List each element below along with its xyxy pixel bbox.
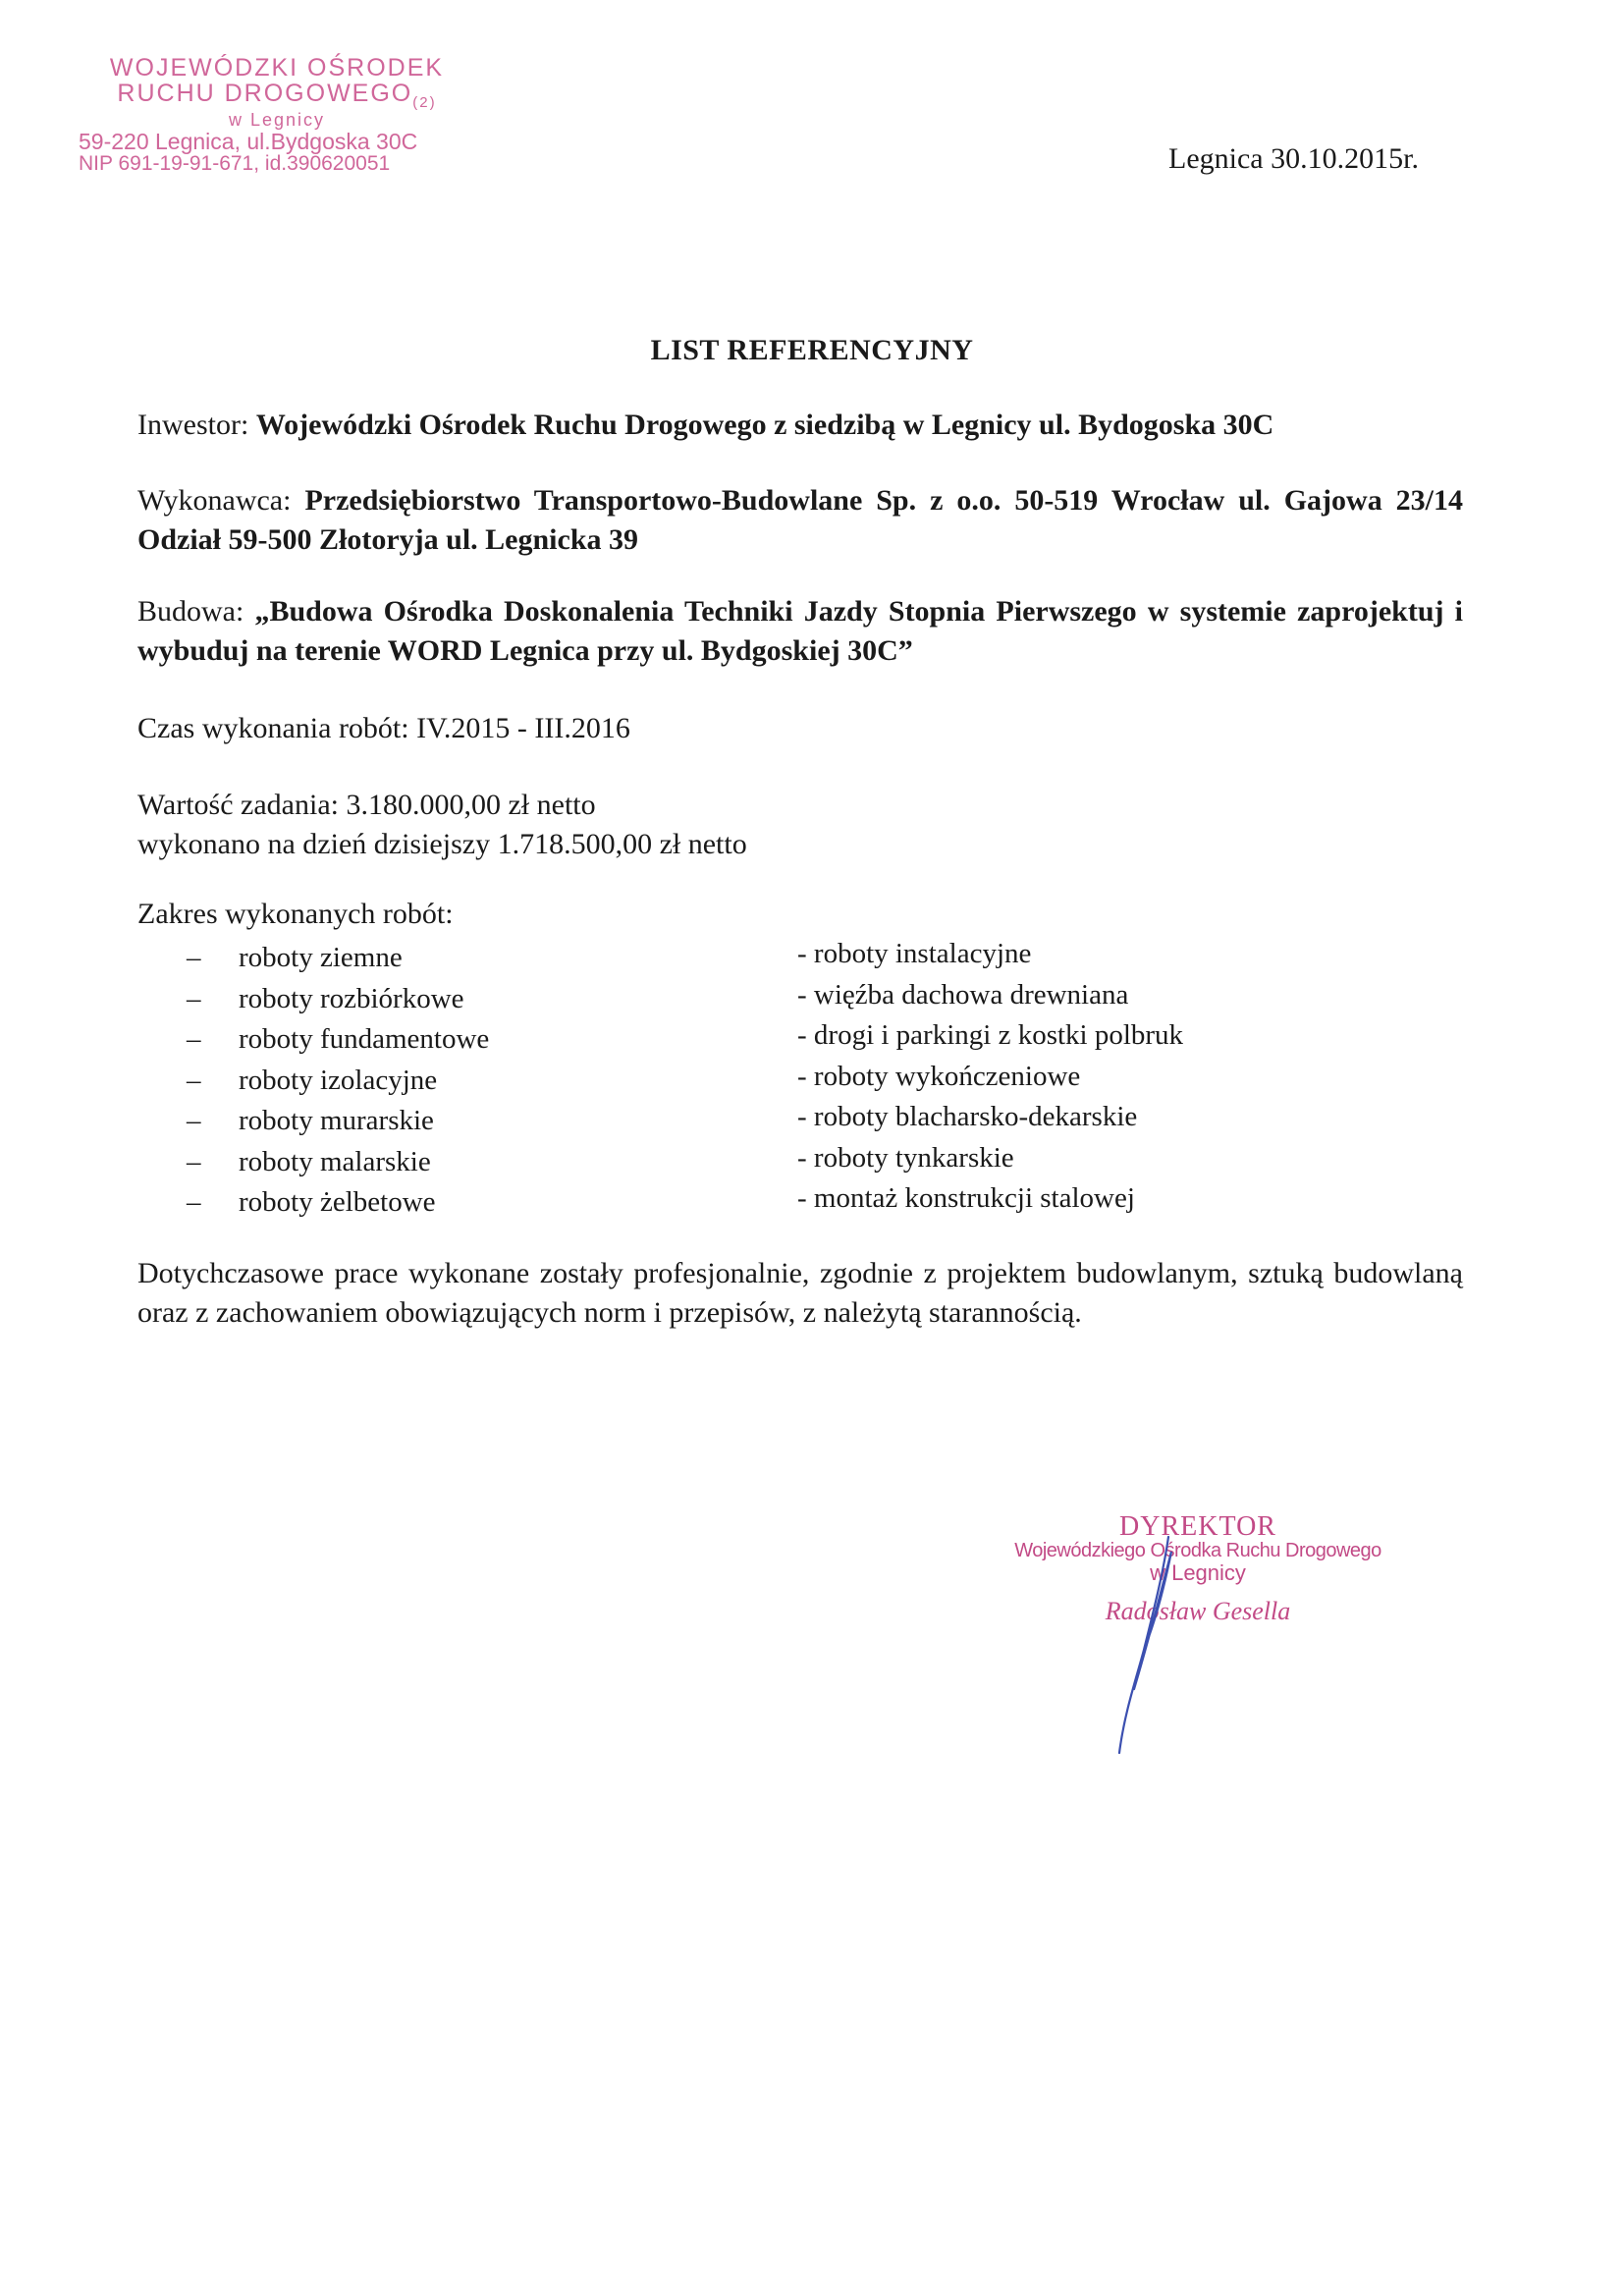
stamp-line-4: 59-220 Legnica, ul.Bydgoska 30C — [79, 128, 418, 154]
investor-value: Wojewódzki Ośrodek Ruchu Drogowego z siedzibą w Legnicy ul. Bydogoska 30C — [255, 409, 1274, 441]
closing-paragraph: Dotychczasowe prace wykonane zostały profesjonalnie, zgodnie z projektem budowlanym, sztuką budowlaną oraz z zachowaniem obowiązujących norm i przepisów, z należytą starannością. — [137, 1257, 1463, 1329]
list-item: – roboty izolacyjne — [187, 1064, 438, 1096]
value-line-1: Wartość zadania: 3.180.000,00 zł netto — [137, 789, 596, 821]
contractor-value: Przedsiębiorstwo Transportowo-Budowlane Sp. z o.o. 50-519 Wrocław ul. Gajowa 23/14 Odział 59-500 Złotoryja ul. Legnicka 39 — [137, 484, 1463, 556]
list-item: - roboty blacharsko-dekarskie — [797, 1101, 1138, 1132]
list-item: - roboty wykończeniowe — [797, 1060, 1081, 1092]
director-org: Wojewódzkiego Ośrodka Ruchu Drogowego — [1014, 1540, 1381, 1562]
value-block — [137, 786, 1463, 864]
list-item: – roboty żelbetowe — [187, 1186, 436, 1218]
construction-label: Budowa: — [137, 595, 244, 628]
list-item: - roboty tynkarskie — [797, 1141, 1014, 1174]
scope-label: Zakres wykonanych robót: — [137, 898, 454, 930]
stamp-line-3: w Legnicy — [228, 110, 326, 130]
document-title: LIST REFERENCYJNY — [650, 334, 974, 366]
stamp-line-2 — [71, 81, 483, 111]
list-item: – roboty fundamentowe — [187, 1023, 490, 1055]
director-stamp — [982, 1512, 1414, 1625]
contractor-label: Wykonawca: — [137, 484, 292, 517]
list-item: – roboty ziemne — [187, 942, 403, 973]
stamp-line-5: NIP 691-19-91-671, id.390620051 — [79, 152, 391, 176]
duration-line: Czas wykonania robót: IV.2015 - III.2016 — [137, 712, 630, 744]
list-item: - drogi i parkingi z kostki polbruk — [797, 1019, 1184, 1051]
construction-block — [137, 592, 1463, 671]
value-line-2: wykonano na dzień dzisiejszy 1.718.500,00 zł netto — [137, 828, 747, 860]
list-item: - więźba dachowa drewniana — [797, 978, 1129, 1011]
list-item: – roboty malarskie — [187, 1145, 431, 1177]
handwritten-signature — [1114, 1532, 1183, 1758]
director-city: w Legnicy — [1150, 1560, 1246, 1586]
list-item: - roboty instalacyjne — [797, 938, 1032, 969]
organization-stamp — [71, 55, 483, 175]
document-date: Legnica 30.10.2015r. — [1168, 142, 1419, 175]
director-title: DYREKTOR — [1119, 1511, 1276, 1542]
scope-list-left — [187, 938, 489, 1224]
stamp-line-2-text: RUCHU DROGOWEGO — [117, 80, 413, 108]
contractor-block — [137, 481, 1463, 560]
stamp-line-2-sub: (2) — [412, 94, 437, 112]
list-item: – roboty murarskie — [187, 1105, 434, 1136]
investor-label: Inwestor: — [137, 409, 249, 441]
list-item: – roboty rozbiórkowe — [187, 982, 464, 1014]
stamp-line-1: WOJEWÓDZKI OŚRODEK — [109, 54, 445, 82]
scope-list-right — [797, 934, 1183, 1220]
investor-line — [137, 406, 1463, 445]
director-name: Radosław Gesella — [1105, 1597, 1291, 1626]
list-item: - montaż konstrukcji stalowej — [797, 1182, 1135, 1214]
construction-value: „Budowa Ośrodka Doskonalenia Techniki Jazdy Stopnia Pierwszego w systemie zaprojektuj i wybuduj na terenie WORD Legnica przy ul. Bydgoskiej 30C” — [137, 595, 1463, 667]
